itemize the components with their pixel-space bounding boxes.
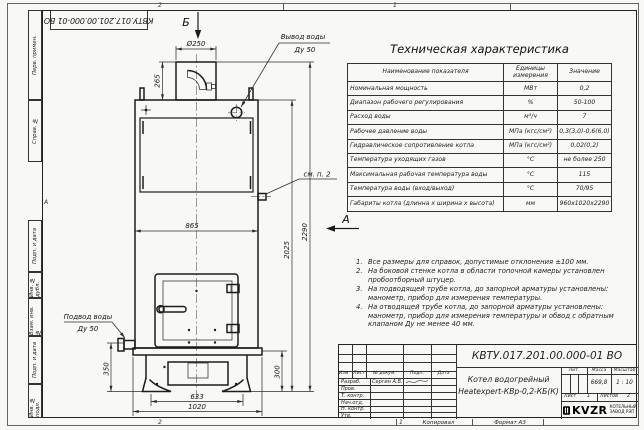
frame-box-label: Справ. № — [32, 117, 38, 145]
see-note-callout: см. п. 2 — [303, 170, 331, 179]
inlet-leader — [112, 322, 125, 338]
col-header: Наименование показателя — [348, 64, 504, 82]
flue-elbow-stub — [207, 83, 212, 90]
dim-265: 265 — [153, 74, 162, 88]
zone-number-top-1: 1 — [393, 2, 397, 9]
tb-masshtab-value: 1 : 10 — [616, 380, 633, 386]
tb-role-label: Утв. — [341, 412, 352, 419]
tb-product-line2: Heatexpert-КВр-0,2-КБ(К) — [458, 387, 559, 396]
col-header: Значение — [558, 64, 611, 82]
door-hinge-top — [227, 285, 239, 293]
frame-box-label: Инв. № дубл. — [29, 277, 41, 297]
table-cell: Рабочее давление воды — [348, 125, 504, 139]
table-cell: м³/ч — [504, 111, 558, 125]
table-cell: 115 — [558, 168, 611, 182]
tb-header-list: Лист — [353, 371, 365, 376]
tech-table — [347, 63, 612, 212]
zone-number-top-2: 2 — [158, 2, 162, 9]
footer-divider — [396, 419, 397, 426]
table-cell: мм — [504, 197, 558, 210]
see-note-leader — [266, 179, 337, 194]
frame-box-label: Подп. и дата — [32, 341, 38, 379]
table-cell: Температура уходящих газов — [348, 154, 504, 168]
furnace-door-inner — [163, 281, 232, 340]
tb-role-label: Т. контр. — [341, 392, 365, 399]
tb-listov-label: Листов — [600, 394, 618, 399]
zone-number-bottom-1: 1 — [399, 419, 403, 426]
outlet-leader — [241, 43, 279, 107]
tb-role-label: Нач.отд. — [341, 399, 364, 406]
table-cell: Температура воды (вход/выход) — [348, 183, 504, 197]
kvzr-logo-caption: КОТЕЛЬНЫЙ ЗАВОД РЭП — [609, 404, 637, 414]
footer-copied: Копировал — [422, 419, 455, 426]
note-item — [356, 285, 632, 302]
tb-list-value: 1 — [587, 394, 591, 399]
frame-box-sprav-no — [28, 100, 42, 162]
tb-header-data: Дата — [437, 371, 450, 376]
table-cell: Габариты котла (длинна х ширина х высота) — [348, 197, 504, 210]
notes-block — [356, 258, 632, 330]
table-cell: Номинальная мощность — [348, 82, 504, 96]
footer-format: Формат А3 — [494, 419, 526, 426]
tb-role-label: Разраб. — [341, 378, 361, 385]
tb-role-name: Сергин А.В. — [372, 378, 403, 385]
table-cell: Гидравлическое сопротивление котла — [348, 140, 504, 154]
col-header: Единицы измерения — [504, 64, 558, 82]
tb-header-podp: Подп. — [410, 371, 424, 376]
table-cell: Расход воды — [348, 111, 504, 125]
table-cell: не более 250 — [558, 154, 611, 168]
tb-doc-number: КВТУ.017.201.00.000-01 ВО — [471, 350, 623, 362]
table-cell: % — [504, 96, 558, 110]
note-number: 4. — [356, 303, 363, 312]
title-block — [338, 344, 637, 418]
frame-box-label: Инв. № подл. — [29, 397, 41, 417]
note-text: На подводящей трубе котла, до запорной арматуры установлены: манометр, прибор для измерения температуры. — [368, 285, 609, 302]
ash-opening-inner — [188, 363, 208, 378]
note-text: На отводящей трубе котла, до запорной арматуры установлены: манометр, прибор для измерения температуры и обвод с обратным клапаном Ду не менее 40 мм. — [368, 303, 614, 329]
table-cell: МПа (кгс/см²) — [504, 125, 558, 139]
footer-divider — [543, 419, 544, 426]
outlet-callout-line1: Вывод воды — [280, 33, 326, 41]
tb-product-line1: Котел водогрейный — [467, 375, 550, 384]
note-text: Все размеры для справок, допустимые отклонения ±100 мм. — [368, 258, 589, 266]
footer-divider — [472, 419, 473, 426]
dim-865: 865 — [185, 222, 199, 230]
tb-role-label: Пров. — [341, 385, 356, 392]
table-cell: МПа (кгс/см²) — [504, 140, 558, 154]
dim-2025: 2025 — [283, 241, 291, 259]
note-text: На боковой стенке котла в области топочной камеры установлен пробоотборный штуцер. — [368, 267, 605, 284]
dim-1020: 1020 — [188, 403, 206, 411]
company-logo — [563, 402, 637, 418]
table-cell: °С — [504, 183, 558, 197]
note-number: 3. — [356, 285, 363, 294]
tb-role-label: Н. контр. — [341, 406, 365, 412]
table-cell: Максимальная рабочая температура воды — [348, 168, 504, 182]
table-cell: Диапазон рабочего регулирования — [348, 96, 504, 110]
zone-letter-left: А — [44, 199, 49, 206]
tb-header-masshtab: Масштаб — [613, 367, 636, 373]
table-cell: 0,02(0,2) — [558, 140, 611, 154]
view-b-label: Б — [182, 16, 190, 29]
note-item — [356, 258, 632, 266]
dim-350: 350 — [102, 362, 111, 376]
frame-box-label: Взам. инв. № — [29, 306, 41, 335]
dim-2290: 2290 — [301, 223, 309, 241]
note-item — [356, 303, 632, 328]
table-cell: 960х1020х2290 — [559, 199, 610, 207]
table-cell: 0,3(3,0)-0,6(6,0) — [558, 125, 611, 139]
dim-633: 633 — [190, 393, 204, 401]
tb-header-docnum: № докум. — [373, 371, 396, 376]
tb-massa-value: 669,8 — [590, 380, 608, 386]
kvzr-emblem-icon — [563, 405, 570, 416]
frame-box-label: Подп. и дата — [32, 227, 38, 265]
frame-box-label: Перв. примен. — [32, 35, 38, 75]
tb-listov-value: 2 — [627, 394, 631, 399]
inlet-callout-line1: Подвод воды — [63, 313, 113, 321]
view-a-arrowhead — [326, 225, 335, 231]
table-cell: 50-100 — [558, 96, 611, 110]
table-cell: МВт — [504, 82, 558, 96]
flue-elbow — [188, 71, 207, 90]
frame-box-inv-podl — [28, 384, 42, 418]
dim-250: Ø250 — [186, 40, 206, 48]
frame-box-perv-primen — [28, 10, 42, 100]
table-cell: 7 — [558, 111, 611, 125]
kvzr-logo-text: KVZR — [572, 403, 608, 417]
frame-box-vzam-inv — [28, 298, 42, 336]
view-b-arrowhead — [195, 30, 201, 39]
table-cell: 70/95 — [558, 183, 611, 197]
doc-number-top: КВТУ.017.201.00.000-01 ВО — [44, 15, 154, 25]
tb-list-label: Лист — [564, 394, 577, 399]
view-a-label: А — [342, 213, 350, 226]
dim-300: 300 — [273, 365, 282, 379]
frame-box-podp-data-1 — [28, 220, 42, 272]
signature-scribble — [405, 379, 429, 385]
note-number: 2. — [356, 267, 363, 276]
weld-point — [145, 109, 148, 112]
note-number: 1. — [356, 258, 363, 266]
table-title: Техническая характеристика — [390, 42, 569, 56]
table-cell: 0,2 — [558, 82, 611, 96]
tb-header-izm: Изм — [339, 371, 349, 376]
door-hinge-bottom — [227, 325, 239, 333]
outlet-callout-line2: Ду 50 — [294, 46, 316, 54]
ash-opening — [168, 362, 228, 385]
base-plate — [133, 348, 262, 355]
zone-number-bottom-2: 2 — [158, 419, 162, 426]
frame-box-podp-data-2 — [28, 336, 42, 384]
table-cell: °С — [504, 168, 558, 182]
lifting-lug-left — [140, 88, 144, 100]
table-cell: °С — [504, 154, 558, 168]
tb-header-massa: Масса — [591, 367, 607, 373]
note-item — [356, 267, 632, 284]
frame-box-inv-dubl — [28, 272, 42, 298]
water-inlet-flange — [118, 339, 124, 352]
inlet-callout-line2: Ду 50 — [77, 325, 99, 333]
tb-header-lit: Лит. — [568, 367, 580, 373]
